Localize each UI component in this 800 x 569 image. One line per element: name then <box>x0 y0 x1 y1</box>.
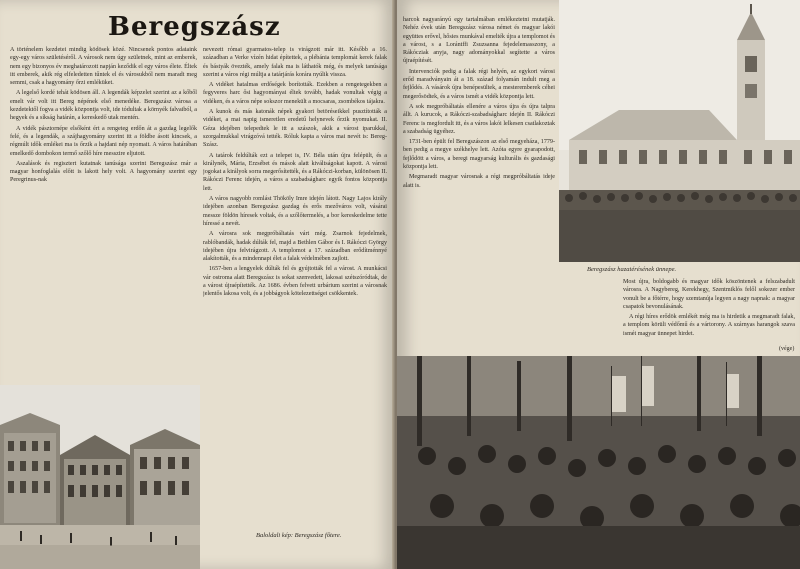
parade-photo <box>397 356 800 569</box>
right-page <box>397 0 800 569</box>
paragraph: A város nagyobb romlást Thököly Imre idején látott. Nagy Lajos király idejében azonban Beregszász gazdag és erős mezőváros volt, vásárai messze földön híresek voltak, és a szőlőtermelés, a bor kereskedelme tette híressé a nevét. <box>203 196 387 227</box>
article-title: Beregszász <box>108 12 281 42</box>
paragraph: A vidéket hatalmas erdőségek borították. Ezekben a rengetegekben a fegyveres harc ősi hagyományai éltek tovább, hadak vonultak végig a vidéken, és a város népe sokszor menekült a mocsaras, zsombékos tájakra. <box>203 82 387 105</box>
celebration-church-photo <box>559 0 800 262</box>
right-column-2 <box>623 278 795 350</box>
paragraph: A vidék pásztornépe elsőként ért a rengeteg erdőn át a gazdag legelők felé, és a legendák, a szájhagyomány szerint itt a földbe ásott kincsek, a régmúlt idők emlékei ma is őrzik a hajdani nép nyomait. A város határában emelkedő dombokon termő szőlő híre messzire eljutott. <box>10 125 197 157</box>
paragraph: Megmaradt magyar városnak a régi megpróbáltatás ideje alatt is. <box>403 174 555 189</box>
paragraph: Intervenciók pedig a falak régi helyén, az egykori városi erőd maradványain át a 18. század folyamán indult meg a fejlődés. A vásárok újra benépesültek, a mesteremberek céhei megerősödtek, és a város ismét a vidék központja lett. <box>403 68 555 100</box>
paragraph: A tatárok feldúlták ezt a telepet is, IV. Béla után újra felépült, és a királynék, Mária, Erzsébet és mások alatt kiváltságokat kapott. A városi jogokat a királyok sorra megerősítették, és a Rákóczi-korban, különösen II. Rákóczi Ferenc idején, a város a szabadságharc egyik fontos központja lett. <box>203 152 387 192</box>
paragraph: A legelső kordé tehát ködösen áll. A legendák képzelet szerint az a kőből emelt vár volt itt Bereg népének első menedéke. Beregszász városa a kezdetektől fogva a vidék központja volt, ide tódultak a környék falvaiból, a hegyek és a síkság határán, a kereskedő utak mentén. <box>10 90 197 122</box>
left-column-2 <box>203 46 387 546</box>
left-column-1 <box>10 46 197 380</box>
right-photo-caption: Beregszász hazatérésének ünnepe. <box>587 266 677 273</box>
left-page <box>0 0 395 569</box>
left-photo-caption: Baloldali kép: Beregszász főtere. <box>256 532 342 539</box>
paragraph: 1657-ben a lengyelek dúlták fel és gyújtották fel a várost. A munkácsi vár ostroma alatt Beregszász is sokat szenvedett, lakosai szétszóródtak, de a várost újraépítették. Az 1686. évben felvett urbárium szerint a városnak jelentős lakosa volt, és a jobbágyok kötelezettségei csökkentek. <box>203 266 387 298</box>
paragraph: Most újra, boldogabb és magyar idők köszöntenek a felszabadult városra. A Nagybereg, Kerekhegy, Szentmiklós felől sokezer ember vonult be a főtérre, hogy szemtanúja legyen a nagy napnak: a magyar csapatok bevonulásának. <box>623 279 795 310</box>
right-column-1 <box>403 16 555 358</box>
paragraph: A történelem kezdetei mindig ködösek közé. Nincsenek pontos adataink egy-egy város születéséről. A városok nem úgy születnek, mint az emberek, nem egy bizonyos év meghatározott napján keződik el egy város élete. Éltek itt emberek, akik rég elfeledetten tűntek el és városukból nem maradt meg semmi, csak a hagyomány őrzi emléküket. <box>10 47 197 87</box>
end-mark: (vége) <box>779 346 795 352</box>
paragraph: harcok nagyarányú egy tartalmában emlékeztetni mutatják. Nehéz évek után Beregszász városa német és magyar lakói együttes erővel, hősies munkával emelték újra a templomot és a várost, s a Lorántffi Zsuzsanna fejedelemasszony, a Rákócziak anyja, nagy adományokkal segítette a város újraépítését. <box>403 17 555 65</box>
paragraph: A kunok és más katonák népek gyakori betöréseikkel pusztították a vidéket, a mai napig ismeretlen eredetű helynevek őrzik nyomukat. II. Géza idejében telepedtek le itt a szászok, akik a várost iparukkal, szorgalmukkal virágzóvá tették. Róluk kapta a város mai nevét is: Bereg-Szász. <box>203 109 387 149</box>
paragraph: A sok megpróbáltatás ellenére a város újra és újra talpra állt. A kurucok, a Rákóczi-szabadságharc idején II. Rákóczi Ferenc is megfordult itt, és a város lakói lelkesen csatlakoztak a szabadság ügyéhez. <box>403 103 555 135</box>
paragraph: A régi híres erődök emlékét még ma is hirdetik a megmaradt falak, a templom körüli védőmű és a vártorony. A szárnyas harangok szava ismét magyar ünnepet hirdet. <box>623 314 795 337</box>
paragraph: 1731-ben épült fel Beregszászon az első megyeháza, 1779-ben pedig a megye székhelye lett. Azóta egyre gyarapodott, fejlődött a város, a beregi magyarság kulturális és gazdasági központja lett. <box>403 139 555 171</box>
paragraph: nevezett római gyarmatos-telep is virágzott már itt. Később a 16. században a Verke vízén hidat építettek, a plébánia templomát kerek falak és bástyák övezték, amely falak ma is láthatók még, és melyek tanúsága szerint a város régi múltja a tatárjárás korára nyúlik vissza. <box>203 47 387 78</box>
paragraph: A városra sok megpróbáltatás várt még. Zsarnok fejedelmek, rablóbandák, hadak dúlták fel, majd a Bethlen Gábor és I. Rákóczi György idejében újra felvirágzott. A templomot a 17. században erődítménnyé alakították, és a mindennapi élet a falak védelmében zajlott. <box>203 231 387 263</box>
paragraph: Aszalások és regisztert kutatnak tanúsága szerint Beregszász már a magyar honfoglalás előtt is lakott hely volt. A hagyomány szerint egy Peregrinus-nak <box>10 160 197 184</box>
town-square-photo <box>0 385 200 569</box>
